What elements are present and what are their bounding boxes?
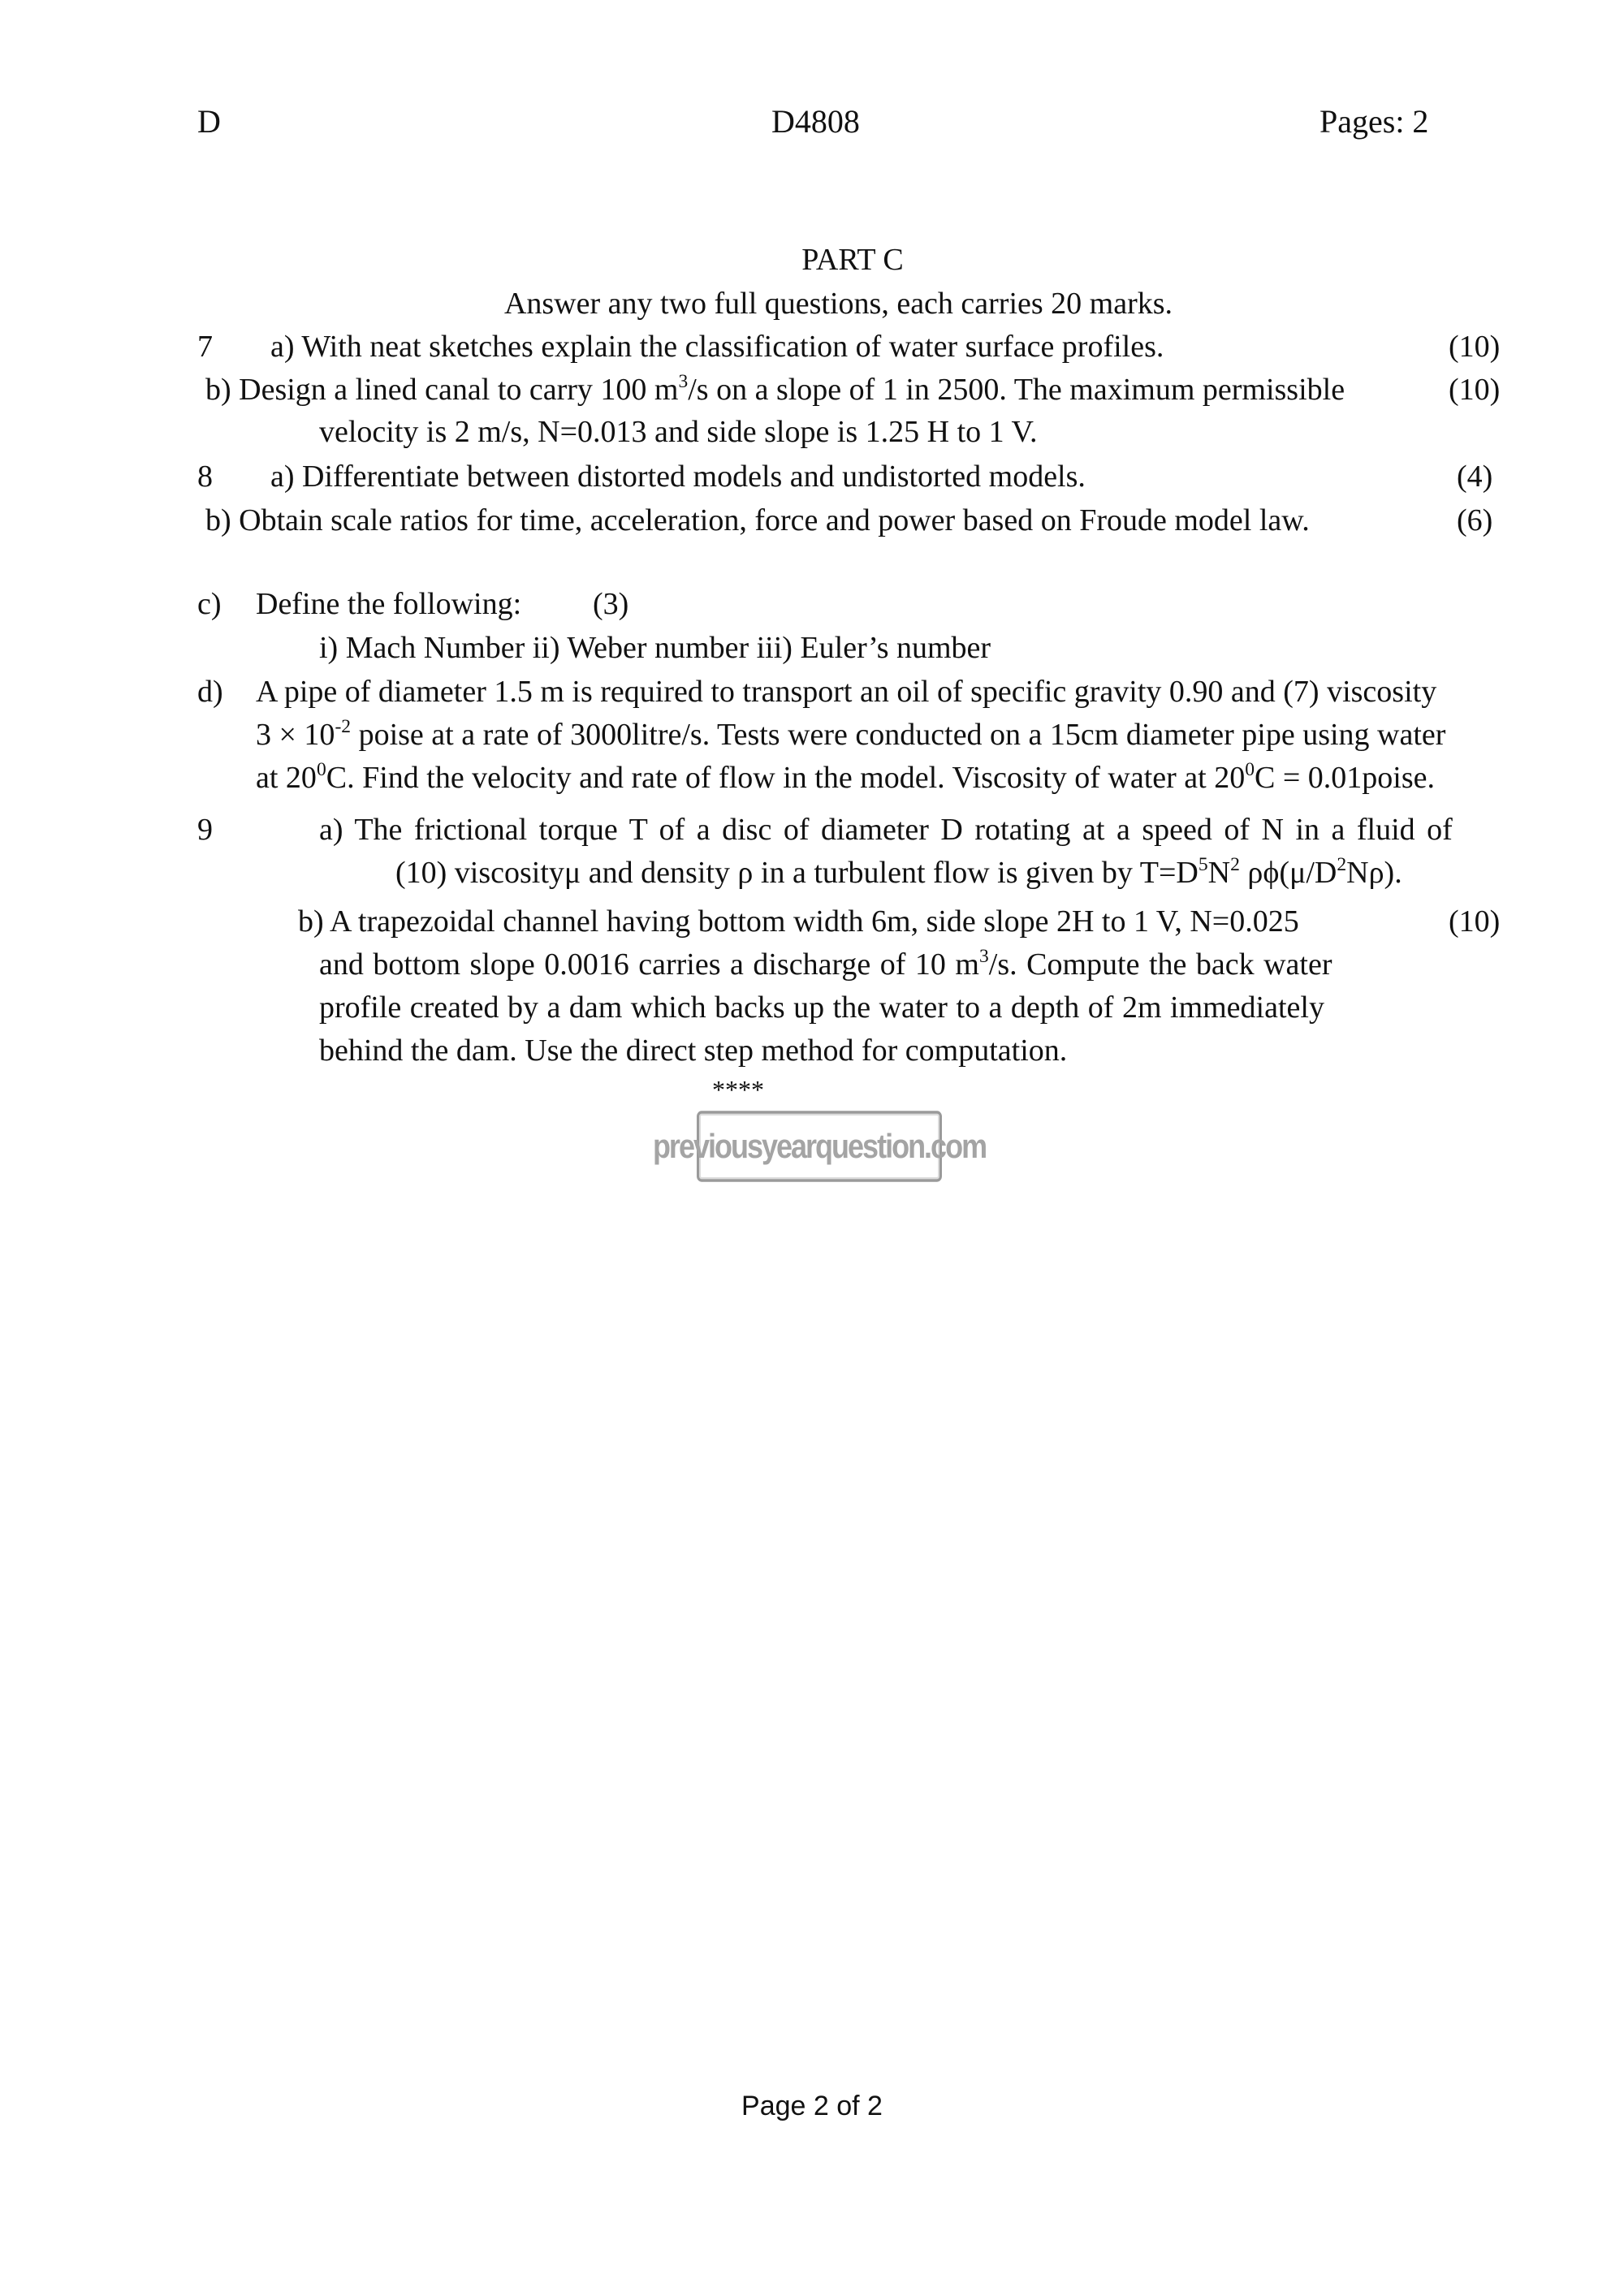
part-title: PART C (801, 243, 904, 277)
end-of-questions-mark: **** (712, 1075, 764, 1104)
question-7a-text: a) With neat sketches explain the classification of water surface profiles. (270, 330, 1164, 364)
question-8c-marks: (3) (593, 587, 629, 621)
instruction: Answer any two full questions, each carries 20 marks. (503, 287, 1173, 321)
question-8c-label: c) (197, 587, 222, 621)
question-8-number: 8 (197, 460, 213, 494)
q7b-sup: 3 (678, 371, 689, 393)
question-9-number: 9 (197, 813, 213, 847)
question-8c-text: Define the following: (256, 587, 522, 621)
question-8b-text: b) Obtain scale ratios for time, acceleration, force and power based on Froude model law. (205, 503, 1310, 537)
question-9b-marks: (10) (1449, 904, 1501, 939)
q9a-l2-sup1: 5 (1198, 854, 1208, 876)
question-7-number: 7 (197, 330, 213, 364)
q9b-l2-pre: and bottom slope 0.0016 carries a discharge of 10 m (319, 947, 979, 982)
q8d-l3-c: C = 0.01poise. (1255, 761, 1436, 795)
question-8d-line-3 (256, 758, 1435, 798)
q9b-l2-sup: 3 (979, 946, 989, 968)
question-7b-line-1 (205, 370, 1345, 410)
q9a-l2-c: ρϕ(μ/D (1239, 856, 1337, 890)
question-8a-text: a) Differentiate between distorted models and undistorted models. (270, 460, 1086, 494)
q9a-l2-sup3: 2 (1337, 854, 1347, 876)
watermark-logo: previousyearquestion.com (697, 1111, 942, 1181)
question-9a-line-1: a) The frictional torque T of a disc of diameter D rotating at a speed of N in a fluid of (319, 813, 1453, 847)
q8d-l3-a: at 20 (256, 761, 317, 795)
question-8b-marks: (6) (1457, 503, 1493, 537)
question-9b-line-2 (319, 945, 1332, 985)
question-9b-line-1: b) A trapezoidal channel having bottom width 6m, side slope 2H to 1 V, N=0.025 (298, 904, 1299, 939)
header-series-code: D (197, 103, 221, 140)
question-8d-line-2 (256, 715, 1445, 755)
question-8a-marks: (4) (1457, 460, 1493, 494)
header-page-count: Pages: 2 (1320, 103, 1429, 140)
q8d-l2-post: poise at a rate of 3000litre/s. Tests were conducted on a 15cm diameter pipe using water (351, 718, 1446, 752)
q7b-text-post: /s on a slope of 1 in 2500. The maximum permissible (688, 373, 1345, 407)
question-9b-line-4: behind the dam. Use the direct step method for computation. (319, 1034, 1068, 1068)
q9b-l2-post: /s. Compute the back water (988, 947, 1332, 982)
q8d-l3-b: C. Find the velocity and rate of flow in the model. Viscosity of water at 20 (326, 761, 1246, 795)
q8d-l2-pre: 3 × 10 (256, 718, 335, 752)
question-7b-marks: (10) (1449, 373, 1501, 407)
question-7b-line-2: velocity is 2 m/s, N=0.013 and side slope is 1.25 H to 1 V. (319, 415, 1038, 449)
question-9a-line-2 (395, 853, 1402, 893)
q9a-l2-sup2: 2 (1230, 854, 1240, 876)
header-paper-code: D4808 (771, 103, 860, 140)
question-8c-items: i) Mach Number ii) Weber number iii) Euler’s number (319, 631, 991, 665)
page-footer: Page 2 of 2 (741, 2091, 883, 2121)
q9a-l2-d: Nρ). (1346, 856, 1402, 890)
q8d-l2-sup: -2 (335, 716, 352, 738)
q8d-l3-sup2: 0 (1245, 759, 1255, 781)
question-7a-marks: (10) (1449, 330, 1501, 364)
q9a-l2-b: N (1207, 856, 1231, 890)
question-9b-line-3: profile created by a dam which backs up the water to a depth of 2m immediately (319, 990, 1324, 1025)
q8d-l3-sup1: 0 (316, 759, 326, 781)
question-8d-label: d) (197, 675, 223, 709)
q7b-text-pre: b) Design a lined canal to carry 100 m (205, 373, 679, 407)
q9a-l2-a: (10) viscosityμ and density ρ in a turbulent flow is given by T=D (395, 856, 1199, 890)
question-8d-line-1: A pipe of diameter 1.5 m is required to transport an oil of specific gravity 0.90 and (7) viscosity (256, 675, 1437, 709)
